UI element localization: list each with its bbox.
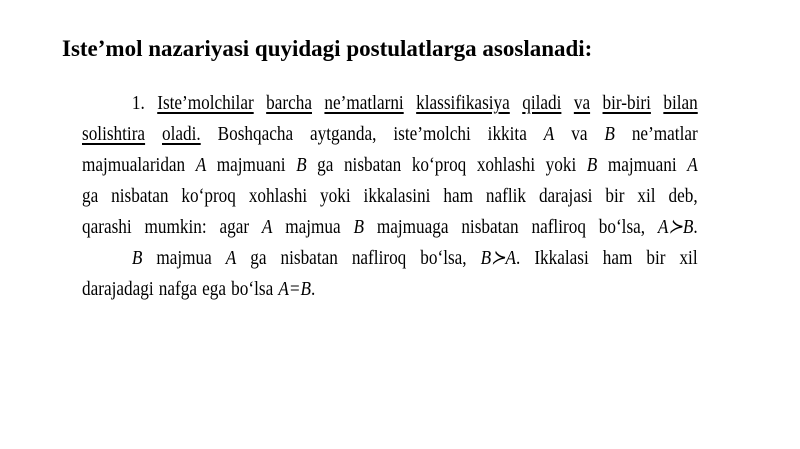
text-line-4 bbox=[82, 181, 698, 212]
text-line-5 bbox=[82, 212, 698, 243]
math-symbol: B bbox=[296, 154, 307, 176]
word: ham bbox=[443, 185, 473, 207]
punctuation: . bbox=[693, 216, 698, 238]
text-line-6 bbox=[82, 243, 698, 274]
word: klassifikasiya bbox=[416, 92, 510, 114]
word: bo‘lsa, bbox=[598, 216, 646, 238]
word: majmuani bbox=[607, 154, 677, 176]
word: ko‘proq bbox=[411, 154, 467, 176]
word: majmua bbox=[156, 247, 212, 269]
word: ikkita bbox=[487, 123, 527, 145]
word: nisbatan bbox=[111, 185, 169, 207]
word: bir-biri bbox=[602, 92, 651, 114]
word: ko‘proq bbox=[181, 185, 236, 207]
math-symbol: B bbox=[353, 216, 364, 238]
slide-heading: Iste’mol nazariyasi quyidagi postulatlarga asoslanadi: bbox=[62, 36, 593, 61]
punctuation: . bbox=[516, 247, 521, 269]
word: agar bbox=[219, 216, 250, 238]
word: nisbatan bbox=[461, 216, 519, 238]
word: ega bbox=[202, 278, 227, 300]
word: 1. bbox=[131, 92, 145, 114]
word: qiladi bbox=[522, 92, 562, 114]
word: aytganda, bbox=[310, 123, 377, 145]
word: ne’matlar bbox=[631, 123, 698, 145]
word: bo‘lsa, bbox=[420, 247, 467, 269]
word: ham bbox=[602, 247, 633, 269]
word: Iste’molchilar bbox=[157, 92, 254, 114]
math-formula: B≻A bbox=[480, 247, 517, 269]
word: ne’matlarni bbox=[324, 92, 404, 114]
word: xil bbox=[679, 247, 698, 269]
word: Boshqacha bbox=[217, 123, 294, 145]
punctuation: . bbox=[311, 278, 316, 300]
word: oladi. bbox=[162, 123, 201, 145]
word: xohlashi bbox=[476, 154, 536, 176]
math-symbol: A bbox=[225, 247, 237, 269]
text-line-3 bbox=[82, 150, 698, 181]
word: mumkin: bbox=[144, 216, 207, 238]
word: ga bbox=[250, 247, 267, 269]
word: yoki bbox=[320, 185, 351, 207]
word: nisbatan bbox=[280, 247, 338, 269]
math-symbol: A bbox=[261, 216, 273, 238]
word: majmua bbox=[285, 216, 341, 238]
word: bo‘lsa bbox=[231, 278, 274, 300]
word: deb, bbox=[668, 185, 698, 207]
math-symbol: B bbox=[586, 154, 598, 176]
math-symbol: A bbox=[543, 123, 555, 145]
word: va bbox=[571, 123, 588, 145]
word: darajadagi bbox=[82, 278, 154, 300]
math-symbol: B bbox=[604, 123, 615, 145]
word: barcha bbox=[266, 92, 312, 114]
word: iste’molchi bbox=[393, 123, 471, 145]
word: majmuaga bbox=[376, 216, 449, 238]
word: bilan bbox=[663, 92, 698, 114]
word: xil bbox=[637, 185, 656, 207]
math-symbol: B bbox=[131, 247, 143, 269]
math-symbol: A bbox=[687, 154, 698, 176]
word: majmualaridan bbox=[82, 154, 186, 176]
word: darajasi bbox=[538, 185, 593, 207]
text-line-7 bbox=[82, 274, 698, 305]
word: solishtira bbox=[82, 123, 146, 145]
word: nafliroq bbox=[531, 216, 586, 238]
math-formula: A≻B bbox=[657, 216, 694, 238]
word: Ikkalasi bbox=[534, 247, 589, 269]
word: nafliroq bbox=[351, 247, 407, 269]
math-symbol: A bbox=[195, 154, 207, 176]
postulate-text bbox=[82, 88, 698, 305]
word: ga bbox=[82, 185, 99, 207]
word: naflik bbox=[485, 185, 527, 207]
text-line-1 bbox=[82, 88, 698, 119]
math-formula: A=B bbox=[278, 278, 312, 300]
text-line-2 bbox=[82, 119, 698, 150]
word: bir bbox=[646, 247, 666, 269]
word: ikkalasini bbox=[363, 185, 431, 207]
word: ga bbox=[317, 154, 334, 176]
word: va bbox=[573, 92, 591, 114]
word: bir bbox=[605, 185, 625, 207]
word: nafga bbox=[158, 278, 197, 300]
word: majmuani bbox=[216, 154, 286, 176]
word: qarashi bbox=[82, 216, 132, 238]
word: nisbatan bbox=[343, 154, 402, 176]
word: xohlashi bbox=[248, 185, 308, 207]
word: yoki bbox=[545, 154, 577, 176]
